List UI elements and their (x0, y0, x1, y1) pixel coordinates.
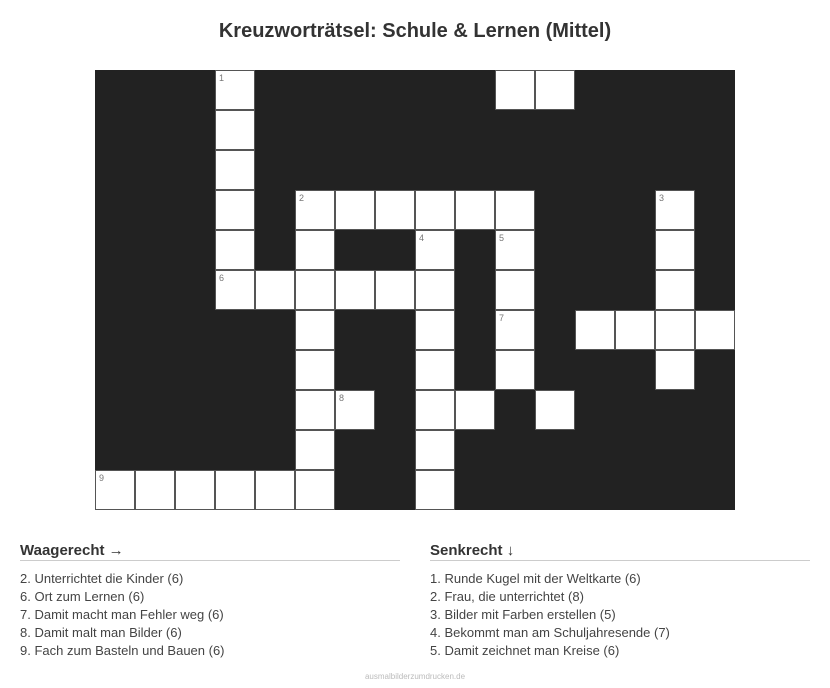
down-heading: Senkrecht ↓ (430, 542, 810, 561)
crossword-cell[interactable] (695, 310, 735, 350)
crossword-cell[interactable] (615, 310, 655, 350)
crossword-cell[interactable] (655, 230, 695, 270)
crossword-cell[interactable] (335, 190, 375, 230)
across-clue: 2. Unterrichtet die Kinder (6) (20, 571, 184, 586)
crossword-cell[interactable] (495, 310, 535, 350)
clue-number: 2 (299, 193, 305, 203)
crossword-cell[interactable] (335, 390, 375, 430)
crossword-cell[interactable] (295, 310, 335, 350)
crossword-cell[interactable] (655, 270, 695, 310)
crossword-cell[interactable] (415, 350, 455, 390)
crossword-cell[interactable] (135, 470, 175, 510)
crossword-cell[interactable] (295, 190, 335, 230)
crossword-cell[interactable] (375, 190, 415, 230)
crossword-cell[interactable] (415, 390, 455, 430)
crossword-cell[interactable] (455, 190, 495, 230)
crossword-cell[interactable] (495, 350, 535, 390)
down-clue: 3. Bilder mit Farben erstellen (5) (430, 607, 616, 622)
down-clue: 2. Frau, die unterrichtet (8) (430, 589, 584, 604)
clue-number: 4 (419, 233, 425, 243)
crossword-cell[interactable] (295, 350, 335, 390)
clue-number: 7 (499, 313, 505, 323)
across-heading: Waagerecht → (20, 542, 400, 561)
puzzle-title: Kreuzworträtsel: Schule & Lernen (Mittel) (218, 20, 612, 42)
across-clue: 7. Damit macht man Fehler weg (6) (20, 607, 224, 622)
crossword-cell[interactable] (215, 110, 255, 150)
crossword-cell[interactable] (535, 390, 575, 430)
crossword-cell[interactable] (655, 350, 695, 390)
crossword-cell[interactable] (215, 190, 255, 230)
crossword-cell[interactable] (495, 270, 535, 310)
crossword-cell[interactable] (455, 390, 495, 430)
crossword-cell[interactable] (295, 430, 335, 470)
crossword-cell[interactable] (295, 470, 335, 510)
clue-number: 9 (99, 473, 105, 483)
clue-number: 5 (499, 233, 505, 243)
crossword-cell[interactable] (575, 310, 615, 350)
crossword-cell[interactable] (415, 230, 455, 270)
clue-number: 6 (219, 273, 225, 283)
crossword-cell[interactable] (495, 190, 535, 230)
crossword-cell[interactable] (495, 230, 535, 270)
crossword-cell[interactable] (215, 150, 255, 190)
crossword-cell[interactable] (495, 70, 535, 110)
crossword-cell[interactable] (215, 70, 255, 110)
clue-number: 3 (659, 193, 665, 203)
crossword-cell[interactable] (415, 430, 455, 470)
across-clue: 6. Ort zum Lernen (6) (20, 589, 145, 604)
across-clue: 8. Damit malt man Bilder (6) (20, 625, 182, 640)
crossword-cell[interactable] (255, 270, 295, 310)
crossword-cell[interactable] (415, 470, 455, 510)
crossword-cell[interactable] (655, 190, 695, 230)
clue-number: 1 (219, 73, 225, 83)
clue-number: 8 (339, 393, 345, 403)
down-clue: 4. Bekommt man am Schuljahresende (7) (430, 625, 670, 640)
crossword-grid (95, 70, 735, 510)
crossword-cell[interactable] (415, 190, 455, 230)
crossword-cell[interactable] (655, 310, 695, 350)
down-clue: 1. Runde Kugel mit der Weltkarte (6) (430, 571, 641, 586)
across-clue: 9. Fach zum Basteln und Bauen (6) (20, 643, 225, 658)
crossword-cell[interactable] (295, 390, 335, 430)
down-clue: 5. Damit zeichnet man Kreise (6) (430, 643, 620, 658)
crossword-cell[interactable] (175, 470, 215, 510)
crossword-cell[interactable] (215, 230, 255, 270)
crossword-cell[interactable] (215, 270, 255, 310)
crossword-cell[interactable] (415, 270, 455, 310)
across-clues-section (20, 542, 400, 660)
crossword-cell[interactable] (375, 270, 415, 310)
crossword-cell[interactable] (295, 270, 335, 310)
crossword-cell[interactable] (215, 470, 255, 510)
crossword-cell[interactable] (295, 230, 335, 270)
crossword-cell[interactable] (95, 470, 135, 510)
crossword-cell[interactable] (535, 70, 575, 110)
crossword-cell[interactable] (335, 270, 375, 310)
crossword-cell[interactable] (255, 470, 295, 510)
down-clues-section (430, 542, 810, 660)
crossword-cell[interactable] (415, 310, 455, 350)
footer-credit: ausmalbilderzumdrucken.de (364, 672, 466, 681)
